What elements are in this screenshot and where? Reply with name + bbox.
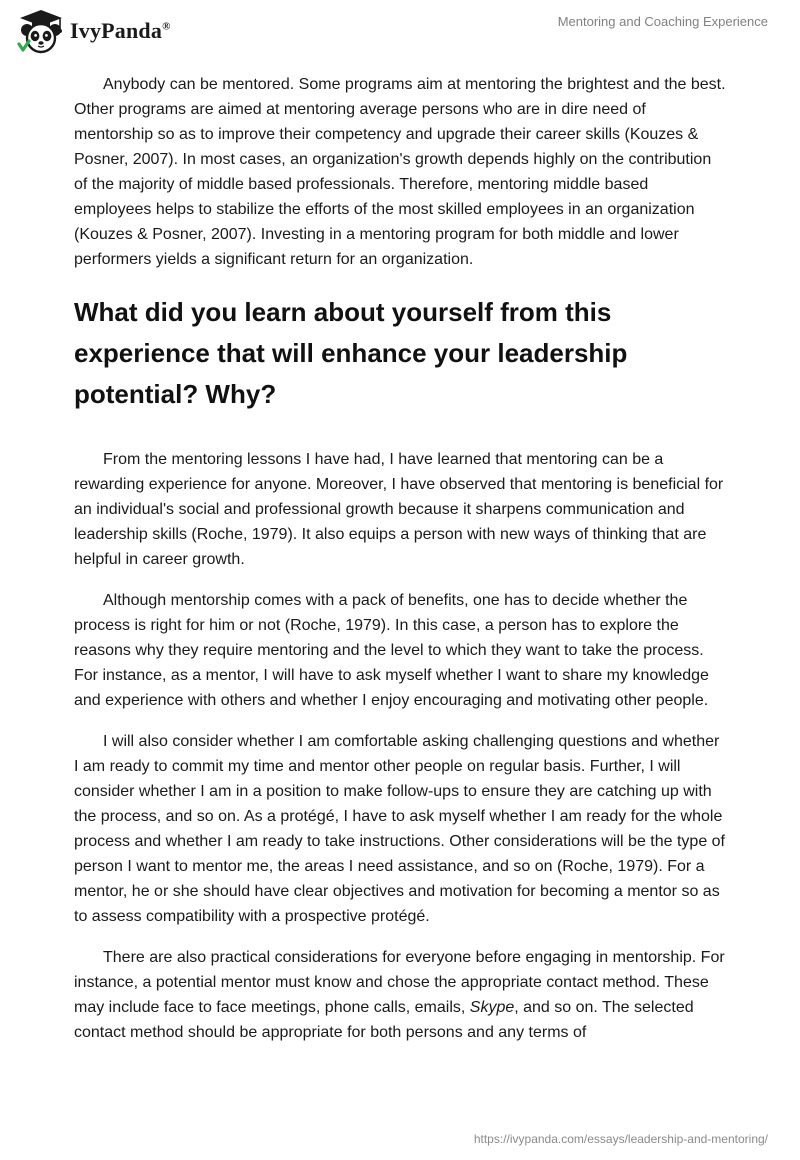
essay-content	[74, 72, 726, 1061]
paragraph-4: I will also consider whether I am comfortable asking challenging questions and whether I am ready to commit my time and mentor other people on regular basis. Further, I will consider whether I am in a position to make follow-ups to ensure they are catching up with the process, and so on. As a protégé, I have to ask myself whether I am ready for the whole process and whether I am ready to take instructions. Other considerations will be the type of person I want to mentor me, the areas I need assistance, and so on (Roche, 1979). For a mentor, he or she should have clear objectives and motivation for becoming a mentor so as to assess compatibility with a prospective protégé.	[74, 733, 725, 925]
document-title: Mentoring and Coaching Experience	[557, 14, 768, 29]
paragraph-5-text-b: , and so on. The selected contact method should be appropriate for both persons and any terms of	[74, 999, 694, 1041]
ivypanda-logo[interactable]	[16, 8, 171, 54]
paragraph-1: Anybody can be mentored. Some programs aim at mentoring the brightest and the best. Other programs are aimed at mentoring average persons who are in dire need of mentorship so as to improve their competency and upgrade their career skills (Kouzes & Posner, 2007). In most cases, an organization's growth depends highly on the contribution of the majority of middle based professionals. Therefore, mentoring middle based employees helps to stabilize the efforts of the most skilled employees in an organization (Kouzes & Posner, 2007). Investing in a mentoring program for both middle and lower performers yields a significant return for an organization.	[74, 76, 726, 268]
panda-graduate-icon	[16, 8, 66, 54]
paragraph-3: Although mentorship comes with a pack of benefits, one has to decide whether the process is right for him or not (Roche, 1979). In this case, a person has to explore the reasons why they require mentoring and the level to which they want to take the process. For instance, as a mentor, I will have to ask myself whether I want to share my knowledge and experience with others and whether I enjoy encouraging and motivating other people.	[74, 592, 709, 709]
source-url[interactable]: https://ivypanda.com/essays/leadership-and-mentoring/	[473, 1132, 768, 1146]
page-header	[0, 0, 800, 70]
paragraph-2: From the mentoring lessons I have had, I have learned that mentoring can be a rewarding experience for anyone. Moreover, I have observed that mentoring is beneficial for an individual's social and professional growth because it sharpens communication and leadership skills (Roche, 1979). It also equips a person with new ways of thinking that are helpful in career growth.	[74, 451, 724, 568]
paragraph-5-text-a: There are also practical considerations for everyone before engaging in mentorship. For instance, a potential mentor must know and chose the appropriate contact method. These may include face to face meetings, phone calls, emails,	[74, 949, 725, 1016]
paragraph-5-italic: Skype	[469, 999, 515, 1016]
section-heading: What did you learn about yourself from this experience that will enhance your leadership potential? Why?	[74, 297, 628, 409]
brand-name: IvyPanda®	[70, 18, 171, 43]
paragraph-5	[74, 945, 726, 1045]
